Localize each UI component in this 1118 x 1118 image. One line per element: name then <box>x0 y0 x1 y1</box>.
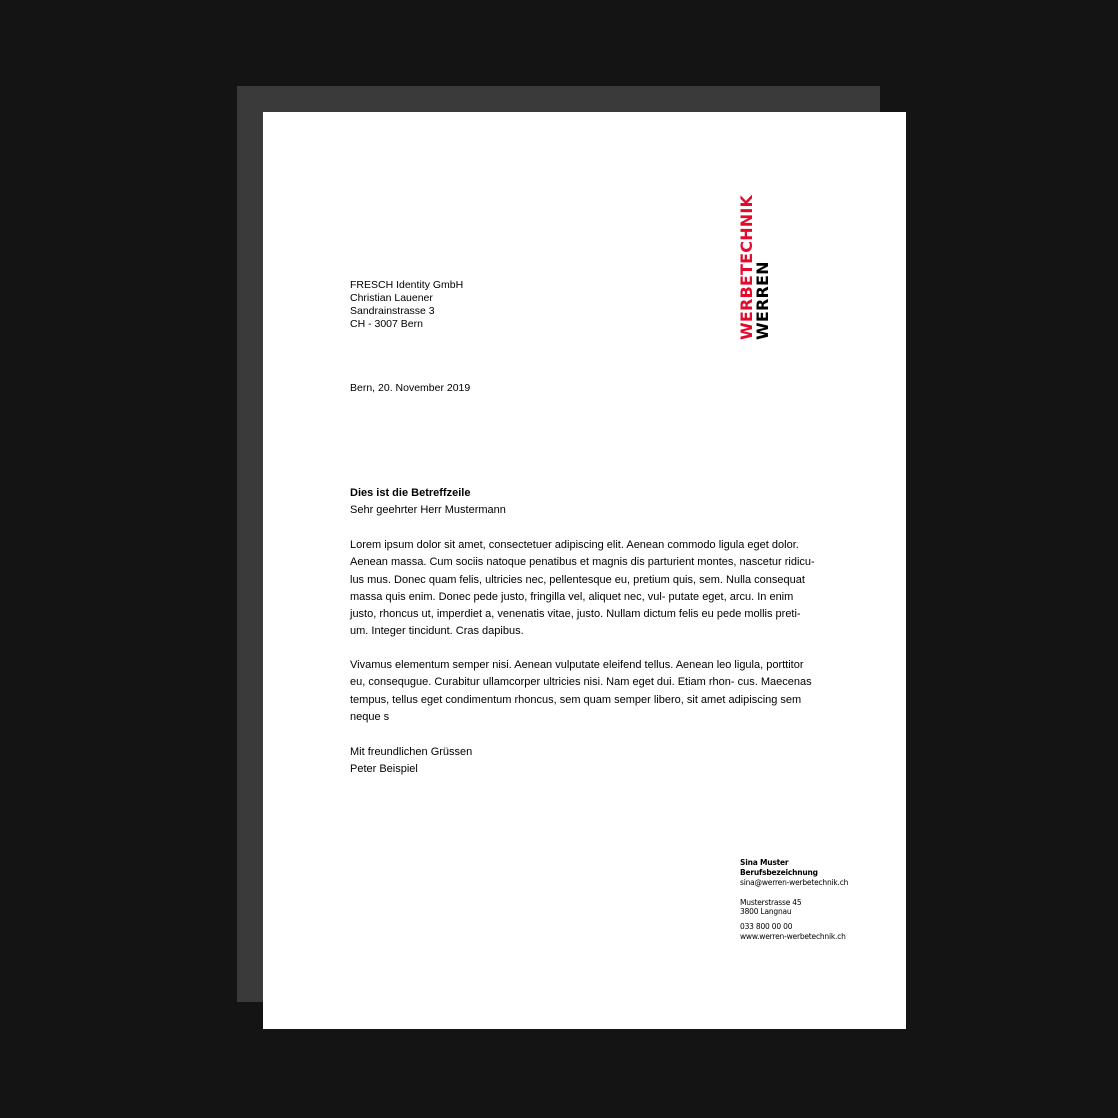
subject-line: Dies ist die Betreffzeile <box>350 487 471 499</box>
closing: Mit freundlichen Grüssen <box>350 746 473 758</box>
paragraph-line: eu, consequgue. Curabitur ullamcorper ultricies nisi. Nam eget dui. Etiam rhon- cus. Maecenas <box>350 676 812 689</box>
footer-title: Berufsbezeichnung <box>740 867 818 877</box>
salutation: Sehr geehrter Herr Mustermann <box>350 504 506 516</box>
recipient-company: FRESCH Identity GmbH <box>350 279 464 291</box>
paragraph-line: um. Integer tincidunt. Cras dapibus. <box>350 625 524 638</box>
footer-website: www.werren-werbetechnik.ch <box>740 931 846 941</box>
paragraph-line: Aenean massa. Cum sociis natoque penatibus et magnis dis parturient montes, nascetur ridicu- <box>350 556 815 569</box>
letter-date: Bern, 20. November 2019 <box>350 382 471 394</box>
paragraph-line: neque s <box>350 710 390 723</box>
paragraph-2 <box>350 657 830 726</box>
paragraph-line: lus mus. Donec quam felis, ultricies nec, pellentesque eu, pretium quis, sem. Nulla consequat <box>350 573 805 586</box>
recipient-city: CH - 3007 Bern <box>350 318 423 330</box>
paragraph-line: massa quis enim. Donec pede justo, fringilla vel, aliquet nec, vul- putate eget, arcu. In enim <box>350 590 794 603</box>
recipient-street: Sandrainstrasse 3 <box>350 305 435 317</box>
footer-email: sina@werren-werbetechnik.ch <box>740 878 849 888</box>
footer-city: 3800 Langnau <box>740 907 792 917</box>
recipient-name: Christian Lauener <box>350 292 433 304</box>
footer-street: Musterstrasse 45 <box>740 897 802 907</box>
paragraph-1 <box>350 537 830 641</box>
logo-line-werbetechnik: WERBETECHNIK <box>737 194 756 340</box>
paragraph-line: justo, rhoncus ut, imperdiet a, venenatis vitae, justo. Nullam dictum felis eu pede mollis preti- <box>350 608 801 621</box>
sender-name: Peter Beispiel <box>350 763 418 775</box>
logo-line-werren: WERREN <box>753 261 772 340</box>
recipient-address <box>350 279 463 331</box>
footer-phone: 033 800 00 00 <box>740 921 793 931</box>
paragraph-line: tempus, tellus eget condimentum rhoncus, sem quam semper libero, sit amet adipiscing sem <box>350 693 802 706</box>
footer-contact <box>740 858 848 941</box>
company-logo <box>739 190 773 340</box>
footer-name: Sina Muster <box>740 858 789 867</box>
paragraph-line: Vivamus elementum semper nisi. Aenean vulputate eleifend tellus. Aenean leo ligula, porttitor <box>350 659 804 671</box>
paragraph-line: Lorem ipsum dolor sit amet, consectetuer adipiscing elit. Aenean commodo ligula eget dolor. <box>350 539 799 551</box>
